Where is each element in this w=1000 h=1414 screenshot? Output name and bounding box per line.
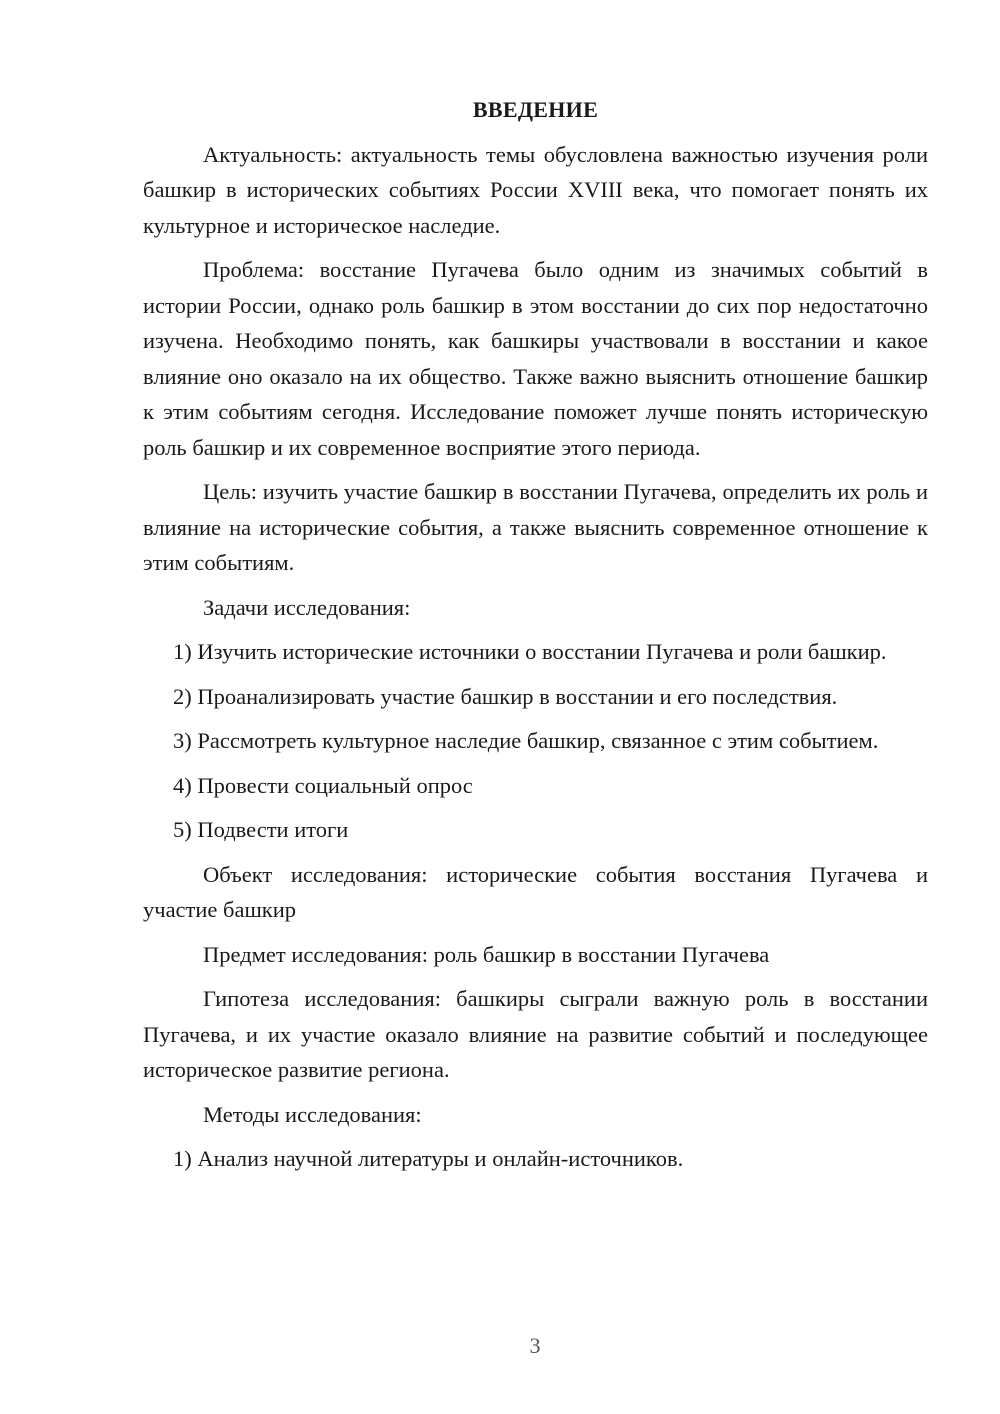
task-item: 3) Рассмотреть культурное наследие башкир, связанное с этим событием. (173, 728, 879, 753)
paragraph-problem: Проблема: восстание Пугачева было одним из значимых событий в истории России, однако роль башкир в этом восстании до сих пор недостаточно изучена. Необходимо понять, как башкиры участвовали в восстании и какое влияние оно оказало на их общество. Также важно выяснить отношение башкир к этим событиям сегодня. Исследование поможет лучше понять историческую роль башкир и их современное восприятие этого периода. (143, 257, 928, 460)
task-item: 1) Изучить исторические источники о восстании Пугачева и роли башкир. (173, 639, 887, 664)
section-heading: ВВЕДЕНИЕ (472, 97, 599, 122)
paragraph-methods-title: Методы исследования: (203, 1101, 422, 1127)
page-number: 3 (529, 1333, 541, 1358)
page-content (143, 92, 928, 1186)
task-item: 5) Подвести итоги (173, 817, 349, 842)
paragraph-object: Объект исследования: исторические события восстания Пугачева и участие башкир (143, 861, 928, 922)
paragraph-subject: Предмет исследования: роль башкир в восстании Пугачева (203, 941, 770, 967)
paragraph-relevance: Актуальность: актуальность темы обусловлена важностью изучения роли башкир в исторических событиях России XVIII века, что помогает понять их культурное и историческое наследие. (143, 141, 928, 238)
method-item: 1) Анализ научной литературы и онлайн-источников. (173, 1146, 684, 1171)
paragraph-goal: Цель: изучить участие башкир в восстании Пугачева, определить их роль и влияние на исторические события, а также выяснить современное отношение к этим событиям. (143, 479, 928, 575)
paragraph-tasks-title: Задачи исследования: (203, 594, 411, 620)
task-item: 2) Проанализировать участие башкир в восстании и его последствия. (173, 683, 838, 709)
paragraph-hypothesis: Гипотеза исследования: башкиры сыграли важную роль в восстании Пугачева, и их участие оказало влияние на развитие событий и последующее историческое развитие региона. (143, 986, 928, 1082)
task-item: 4) Провести социальный опрос (173, 772, 473, 798)
